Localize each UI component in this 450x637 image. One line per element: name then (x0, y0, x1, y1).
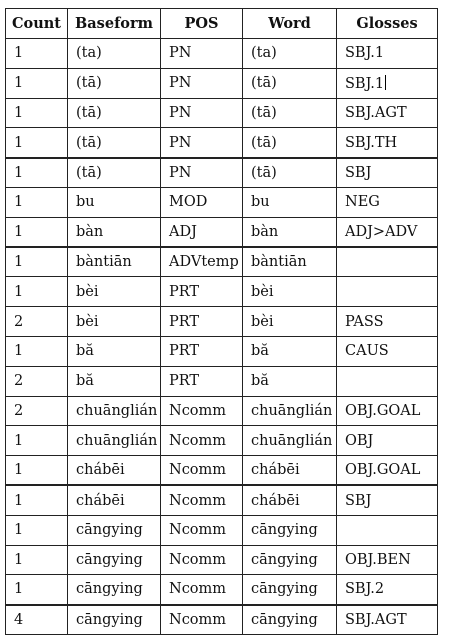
count-cell[interactable]: 1 (6, 217, 68, 247)
word-cell[interactable]: bàntiān (243, 247, 337, 277)
baseform-cell[interactable]: bu (68, 187, 161, 217)
table-row (6, 307, 438, 337)
glosses-cell[interactable]: OBJ.GOAL (337, 456, 438, 486)
baseform-cell[interactable]: (ta) (68, 39, 161, 69)
count-cell[interactable]: 1 (6, 545, 68, 575)
baseform-cell[interactable]: (tā) (68, 158, 161, 188)
table-row (6, 68, 438, 98)
pos-cell[interactable]: ADVtemp (161, 247, 243, 277)
count-cell[interactable]: 1 (6, 247, 68, 277)
table-row (6, 39, 438, 69)
word-cell[interactable]: cāngying (243, 545, 337, 575)
count-cell[interactable]: 1 (6, 575, 68, 605)
text-cursor (385, 75, 386, 90)
header-word[interactable]: Word (243, 9, 337, 39)
count-cell[interactable]: 1 (6, 158, 68, 188)
pos-cell[interactable]: PRT (161, 336, 243, 366)
pos-cell[interactable]: Ncomm (161, 456, 243, 486)
pos-cell[interactable]: Ncomm (161, 575, 243, 605)
pos-cell[interactable]: Ncomm (161, 545, 243, 575)
table-row (6, 456, 438, 486)
word-cell[interactable]: bèi (243, 277, 337, 307)
pos-cell[interactable]: PN (161, 98, 243, 128)
baseform-cell[interactable]: cāngying (68, 515, 161, 545)
word-cell[interactable]: (tā) (243, 128, 337, 158)
glosses-cell[interactable] (337, 366, 438, 396)
glosses-cell[interactable]: SBJ.1 (337, 68, 438, 98)
glosses-cell[interactable]: SBJ.AGT (337, 98, 438, 128)
word-cell[interactable]: (tā) (243, 98, 337, 128)
count-cell[interactable]: 1 (6, 277, 68, 307)
baseform-cell[interactable]: bèi (68, 277, 161, 307)
glosses-cell[interactable]: PASS (337, 307, 438, 337)
word-cell[interactable]: bàn (243, 217, 337, 247)
glosses-cell[interactable]: ADJ>ADV (337, 217, 438, 247)
baseform-cell[interactable]: chuānglián (68, 426, 161, 456)
baseform-cell[interactable]: bàn (68, 217, 161, 247)
word-cell[interactable]: bă (243, 366, 337, 396)
pos-cell[interactable]: PRT (161, 277, 243, 307)
count-cell[interactable]: 1 (6, 336, 68, 366)
table-row (6, 426, 438, 456)
glosses-cell[interactable] (337, 515, 438, 545)
table-row (6, 277, 438, 307)
table-row (6, 187, 438, 217)
baseform-cell[interactable]: chábēi (68, 485, 161, 515)
table-row (6, 545, 438, 575)
baseform-cell[interactable]: (tā) (68, 98, 161, 128)
count-cell[interactable]: 1 (6, 68, 68, 98)
glosses-cell[interactable]: SBJ.2 (337, 575, 438, 605)
pos-cell[interactable]: PN (161, 128, 243, 158)
glosses-cell[interactable]: SBJ (337, 158, 438, 188)
pos-cell[interactable]: Ncomm (161, 605, 243, 635)
count-cell[interactable]: 1 (6, 98, 68, 128)
pos-cell[interactable]: PN (161, 39, 243, 69)
glosses-cell[interactable]: SBJ (337, 485, 438, 515)
word-cell[interactable]: bèi (243, 307, 337, 337)
count-cell[interactable]: 2 (6, 307, 68, 337)
word-cell[interactable]: (tā) (243, 158, 337, 188)
count-cell[interactable]: 1 (6, 515, 68, 545)
pos-cell[interactable]: PN (161, 158, 243, 188)
count-cell[interactable]: 1 (6, 187, 68, 217)
baseform-cell[interactable]: bèi (68, 307, 161, 337)
glosses-cell[interactable]: SBJ.TH (337, 128, 438, 158)
header-row (6, 9, 438, 39)
pos-cell[interactable]: PRT (161, 307, 243, 337)
word-cell[interactable]: chábēi (243, 456, 337, 486)
baseform-cell[interactable]: bă (68, 336, 161, 366)
count-cell[interactable]: 2 (6, 396, 68, 426)
table-row (6, 217, 438, 247)
pos-cell[interactable]: PRT (161, 366, 243, 396)
header-pos[interactable]: POS (161, 9, 243, 39)
table-row (6, 247, 438, 277)
pos-cell[interactable]: PN (161, 68, 243, 98)
glosses-cell[interactable]: OBJ.GOAL (337, 396, 438, 426)
table-row (6, 98, 438, 128)
glosses-cell[interactable] (337, 277, 438, 307)
table-row (6, 575, 438, 605)
glosses-cell[interactable]: SBJ.1 (337, 39, 438, 69)
baseform-cell[interactable]: chuānglián (68, 396, 161, 426)
table-body (6, 39, 438, 635)
table-row (6, 605, 438, 635)
word-cell[interactable]: chuānglián (243, 396, 337, 426)
header-glosses[interactable]: Glosses (337, 9, 438, 39)
table-row (6, 366, 438, 396)
baseform-cell[interactable]: cāngying (68, 545, 161, 575)
baseform-cell[interactable]: cāngying (68, 605, 161, 635)
glosses-cell[interactable]: CAUS (337, 336, 438, 366)
baseform-cell[interactable]: (tā) (68, 128, 161, 158)
pos-cell[interactable]: MOD (161, 187, 243, 217)
table-row (6, 128, 438, 158)
word-cell[interactable]: bu (243, 187, 337, 217)
table-row (6, 396, 438, 426)
count-cell[interactable]: 1 (6, 456, 68, 486)
count-cell[interactable]: 1 (6, 485, 68, 515)
word-cell[interactable]: chábēi (243, 485, 337, 515)
word-cell[interactable]: bă (243, 336, 337, 366)
count-cell[interactable]: 1 (6, 128, 68, 158)
count-cell[interactable]: 1 (6, 39, 68, 69)
glosses-cell[interactable]: SBJ.AGT (337, 605, 438, 635)
baseform-cell[interactable]: (tā) (68, 68, 161, 98)
pos-cell[interactable]: ADJ (161, 217, 243, 247)
gloss-table-container (5, 8, 438, 635)
table-row (6, 336, 438, 366)
count-cell[interactable]: 1 (6, 426, 68, 456)
word-cell[interactable]: cāngying (243, 515, 337, 545)
glosses-cell[interactable] (337, 247, 438, 277)
baseform-cell[interactable]: bàntiān (68, 247, 161, 277)
glosses-cell[interactable]: NEG (337, 187, 438, 217)
glosses-cell[interactable]: OBJ (337, 426, 438, 456)
baseform-cell[interactable]: cāngying (68, 575, 161, 605)
header-baseform[interactable]: Baseform (68, 9, 161, 39)
pos-cell[interactable]: Ncomm (161, 515, 243, 545)
pos-cell[interactable]: Ncomm (161, 396, 243, 426)
word-cell[interactable]: chuānglián (243, 426, 337, 456)
word-cell[interactable]: (ta) (243, 39, 337, 69)
gloss-table (5, 8, 438, 635)
pos-cell[interactable]: Ncomm (161, 426, 243, 456)
word-cell[interactable]: cāngying (243, 605, 337, 635)
count-cell[interactable]: 2 (6, 366, 68, 396)
table-row (6, 515, 438, 545)
table-row (6, 485, 438, 515)
glosses-cell[interactable]: OBJ.BEN (337, 545, 438, 575)
pos-cell[interactable]: Ncomm (161, 485, 243, 515)
header-count[interactable]: Count (6, 9, 68, 39)
word-cell[interactable]: (tā) (243, 68, 337, 98)
table-row (6, 158, 438, 188)
word-cell[interactable]: cāngying (243, 575, 337, 605)
baseform-cell[interactable]: chábēi (68, 456, 161, 486)
baseform-cell[interactable]: bă (68, 366, 161, 396)
count-cell[interactable]: 4 (6, 605, 68, 635)
